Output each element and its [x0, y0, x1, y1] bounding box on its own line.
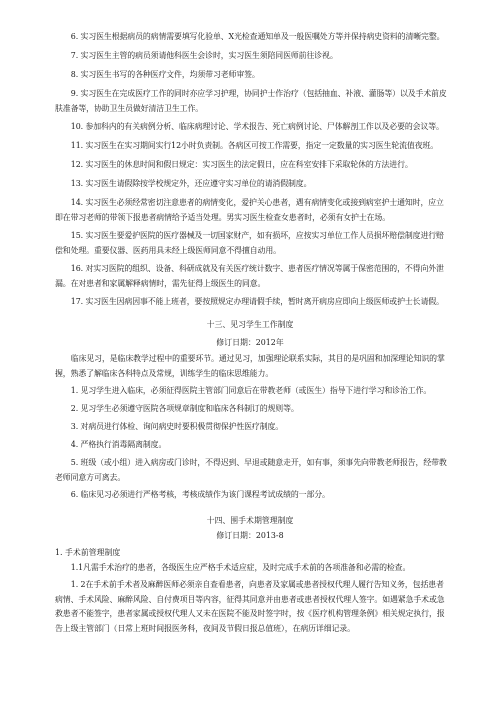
paragraph-item-6: 6. 实习医生根据病员的病情需要填写化验单、X光检查通知单及一般医嘱处方等并保持病史资料的清晰完整。: [70, 32, 445, 41]
section13-item-5: 5. 班级（或小组）进入病房或门诊时，不得迟到、早退或随意走开，如有事，须事先向带教老师报告，经带教老师同意方可离去。: [55, 458, 447, 482]
section14-item-1-1: 1.1凡需手术治疗的患者，各级医生应严格手术适应症，及时完成手术前的各项准备和必需的检查。: [70, 563, 411, 572]
paragraph-item-13: 13. 实习医生请假除按学校规定外，还应遵守实习单位的请消假制度。: [70, 179, 312, 188]
section-heading-13: 十三、见习学生工作制度: [206, 320, 294, 329]
section13-item-2: 2. 见习学生必须遵守医院各项规章制度和临床各科制订的规则等。: [70, 404, 299, 413]
paragraph-item-9: 9. 实习医生在完成医疗工作的同时亦应学习护理，协同护士作治疗（包括抽血、补液、灌肠等）以及手术前皮肤准备等，协助卫生员做好清洁卫生工作。: [55, 89, 447, 113]
paragraph-item-16: 16. 对实习医院的组织、设备、科研成就及有关医疗统计数字、患者医疗情况等属于保密范围的，不得向外泄漏。在对患者和家属解释病情时，需先征得上级医生的同意。: [55, 264, 444, 288]
section13-item-1: 1. 见习学生进入临床，必须征得医院主管部门同意后在带教老师（或医生）指导下进行学习和诊治工作。: [70, 386, 432, 395]
paragraph-item-17: 17. 实习医生因病因事不能上班者，要按照规定办理请假手续，暂时离开病房应即向上级医师或护士长请假。: [70, 297, 444, 306]
section14-subheading: 1. 手术前管理制度: [55, 548, 121, 557]
paragraph-item-8: 8. 实习医生书写的各种医疗文件，均须带习老师审签。: [70, 70, 260, 79]
paragraph-item-10: 10. 参加科内的有关病例分析、临床病理讨论、学术报告、死亡病例讨论、尸体解剖工作以及必要的会议等。: [70, 122, 444, 131]
section13-item-3: 3. 对病员进行体检、询问病史时要积极贯彻保护性医疗制度。: [70, 422, 284, 431]
paragraph-item-15: 15. 实习医生要爱护医院的医疗器械及一切国家财产，如有损坏，应按实习单位工作人员损坏赔偿制度进行赔偿和处理。重要仪器、医药用具未经上级医师同意不得擅自动用。: [55, 231, 444, 255]
section13-item-6: 6. 临床见习必须进行严格考核，考核成绩作为该门课程考试成绩的一部分。: [70, 490, 330, 499]
paragraph-item-11: 11. 实习医生在实习期间实行12小时负责制。各病区可按工作需要，指定一定数量的实习医生轮流值夜班。: [70, 141, 439, 150]
section13-intro: 临床见习，是临床教学过程中的重要环节。通过见习，加强理论联系实际，其目的是巩固和加深理论知识的掌握，熟悉了解临床各科特点及常规，训练学生的临床思维能力。: [55, 354, 445, 378]
revision-date-14: 修订日期：2013-8: [216, 531, 284, 540]
section14-item-1-2: 1. 2在手术前手术者及麻醉医师必须亲自查看患者，向患者及家属或患者授权代理人履行告知义务，包括患者病情、手术风险、麻醉风险、自付费项目等内容，征得其同意并由患者或患者授权代理人签字。如遇紧急手术或急救患者不能签字，患者家属或授权代理人又未在医院不能及时签字时，按《医疗机构管理条例》相关规定执行，报告上级主管部门（日常上班时间报医务科，夜间及节假日报总值班），在病历详细记录。: [55, 580, 445, 633]
section-heading-14: 十四、围手术期管理制度: [206, 516, 294, 525]
paragraph-item-14: 14. 实习医生必须经常密切注意患者的病情变化，爱护关心患者，遇有病情变化或接到病室护士通知时，应立即在带习老师的带领下报患者病情给予适当处理。男实习医生检查女患者时，必须有女护士在场。: [55, 198, 444, 222]
paragraph-item-7: 7. 实习医生主管的病员须请他科医生会诊时，实习医生须陪同医师前往诊视。: [70, 51, 338, 60]
section13-item-4: 4. 严格执行消毒隔离制度。: [70, 440, 167, 449]
revision-date-13: 修订日期：2012年: [216, 338, 284, 347]
paragraph-item-12: 12. 实习医生的休息时间和假日规定：实习医生的法定假日，应在科室安排下采取轮休的方法进行。: [70, 160, 413, 169]
